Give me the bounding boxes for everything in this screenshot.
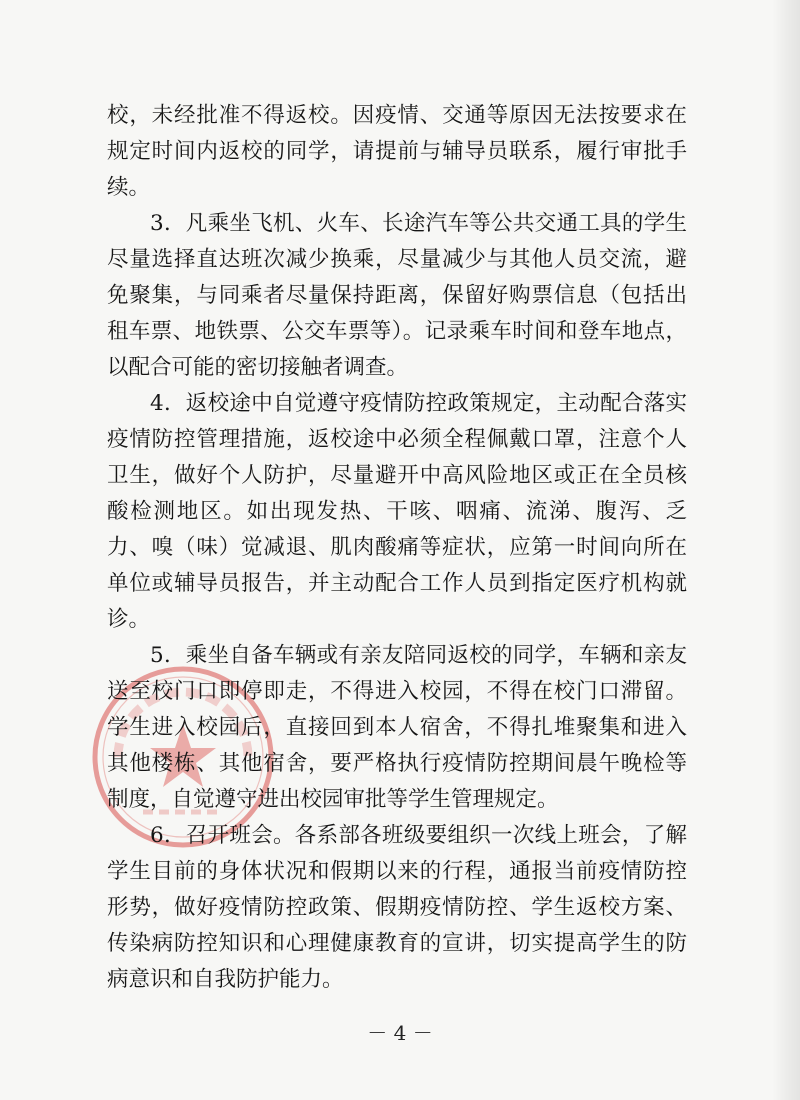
paragraph-item-4: 4．返校途中自觉遵守疫情防控政策规定，主动配合落实疫情防控管理措施，返校途中必须全程佩戴口罩，注意个人卫生，做好个人防护，尽量避开中高风险地区或正在全员核酸检测地区。如出现发热、干咳、咽痛、流涕、腹泻、乏力、嗅（味）觉减退、肌肉酸痛等症状，应第一时间向所在单位或辅导员报告，并主动配合工作人员到指定医疗机构就诊。 <box>107 391 687 632</box>
page-number: － 4 － <box>367 1021 433 1045</box>
paragraph-item-6: 6．召开班会。各系部各班级要组织一次线上班会，了解学生目前的身体状况和假期以来的行程，通报当前疫情防控形势，做好疫情防控政策、假期疫情防控、学生返校方案、传染病防控知识和心理健康教育的宣讲，切实提高学生的防病意识和自我防护能力。 <box>107 823 687 992</box>
paragraph-continuation: 校，未经批准不得返校。因疫情、交通等原因无法按要求在规定时间内返校的同学，请提前与辅导员联系，履行审批手续。 <box>107 103 687 200</box>
paragraph-item-5: 5．乘坐自备车辆或有亲友陪同返校的同学，车辆和亲友送至校门口即停即走，不得进入校园，不得在校门口滞留。学生进入校园后，直接回到本人宿舍，不得扎堆聚集和进入其他楼栋、其他宿舍，要严格执行疫情防控期间晨午晚检等制度，自觉遵守进出校园审批等学生管理规定。 <box>107 643 687 812</box>
document-body <box>107 98 687 998</box>
paragraph-item-3: 3．凡乘坐飞机、火车、长途汽车等公共交通工具的学生尽量选择直达班次减少换乘，尽量减少与其他人员交流，避免聚集，与同乘者尽量保持距离，保留好购票信息（包括出租车票、地铁票、公交车票等）。记录乘车时间和登车地点，以配合可能的密切接触者调查。 <box>107 211 687 380</box>
page-edge-shadow <box>772 0 800 1100</box>
